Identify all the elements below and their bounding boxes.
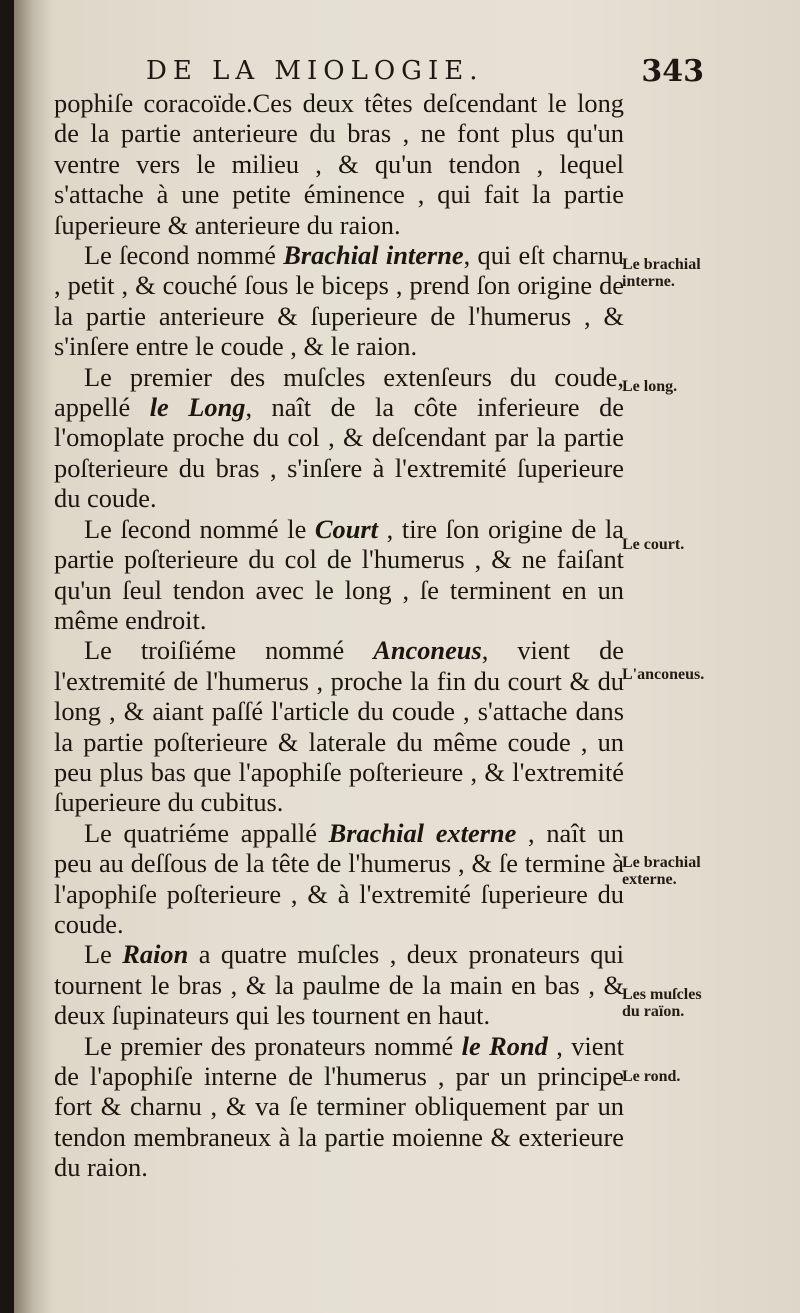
margin-note-court: Le court. [622,536,685,553]
paragraph [54,635,624,817]
paragraph [54,939,624,1030]
muscle-name: Raion [122,939,189,970]
paragraph [54,1031,624,1183]
page-number: 343 [641,54,704,89]
paragraph-text: pophiſe coracoïde.Ces deux têtes deſcendant le long de la partie anterieure du bras , ne font plus qu'un ventre vers le milieu , & qu'un tendon , lequel s'attache à une petite éminence , qui fait la partie ſuperieure & anterieure du raion. [54,88,624,240]
muscle-name: Court [314,513,378,544]
paragraph-text: Le premier des pronateurs nommé [84,1030,462,1061]
paragraph [54,240,624,362]
paragraph [54,514,624,636]
margin-note-rond: Le rond. [622,1068,681,1085]
muscle-name: Brachial externe [328,817,517,848]
paragraph [54,362,624,514]
book-page [14,0,800,1313]
paragraph [54,818,624,940]
main-text [54,88,624,1183]
muscle-name: Brachial interne [283,240,464,271]
muscle-name: Anconeus [373,635,482,666]
paragraph [54,88,624,240]
muscle-name: le Rond [461,1030,548,1061]
margin-note-brachial-interne: Le brachial interne. [622,256,701,290]
paragraph-text: , vient de l'apophiſe interne de l'humerus , par un principe fort & charnu , & va ſe terminer obliquement par un tendon membraneux à la partie moienne & exterieure du raion. [54,1030,624,1183]
page-gutter-shadow [14,0,54,1313]
paragraph-text: , tire ſon origine de la partie poſterieure du col de l'humerus , & ne faiſant qu'un ſeul tendon avec le long , ſe terminent en un même endroit. [54,513,624,635]
margin-note-long: Le long. [622,378,678,395]
margin-note-brachial-externe: Le brachial externe. [622,854,701,888]
paragraph-text: a quatre muſcles , deux pronateurs qui tournent le bras , & la paulme de la main en bas , & deux ſupinateurs qui les tournent en haut. [54,939,624,1031]
paragraph-text: Le quatriéme appallé [84,817,329,848]
paragraph-text: Le [84,939,123,970]
paragraph-text: Le ſecond nommé [84,240,284,271]
running-title: DE LA MIOLOGIE. [146,56,484,86]
paragraph-text: Le troiſiéme nommé [84,635,374,666]
paragraph-text: , naît de la côte inferieure de l'omoplate proche du col , & deſcendant par la partie poſterieure du bras , s'inſere à l'extremité ſuperieure du coude. [54,392,624,514]
paragraph-text: , vient de l'extremité de l'humerus , proche la fin du court & du long , & aiant paſſé l'article du coude , s'attache dans la partie poſterieure & laterale du même coude , un peu plus bas que l'apophiſe poſterieure , & l'extremité ſuperieure du cubitus. [54,635,624,818]
paragraph-text: Le premier des muſcles extenſeurs du coude, appellé [54,361,624,423]
paragraph-text: , naît un peu au deſſous de la tête de l'humerus , & ſe termine à l'apophiſe poſterieure , & à l'extremité ſuperieure du coude. [54,817,624,939]
paragraph-text: Le ſecond nommé le [84,513,315,544]
paragraph-text: , qui eſt charnu , petit , & couché ſous le biceps , prend ſon origine de la partie anterieure & ſuperieure de l'humerus , & s'inſere entre le coude , & le raion. [54,240,624,362]
muscle-name: le Long [149,392,246,423]
margin-note-muscles-raion: Les muſcles du raïon. [622,986,702,1020]
margin-note-anconeus: L'anconeus. [622,666,705,683]
